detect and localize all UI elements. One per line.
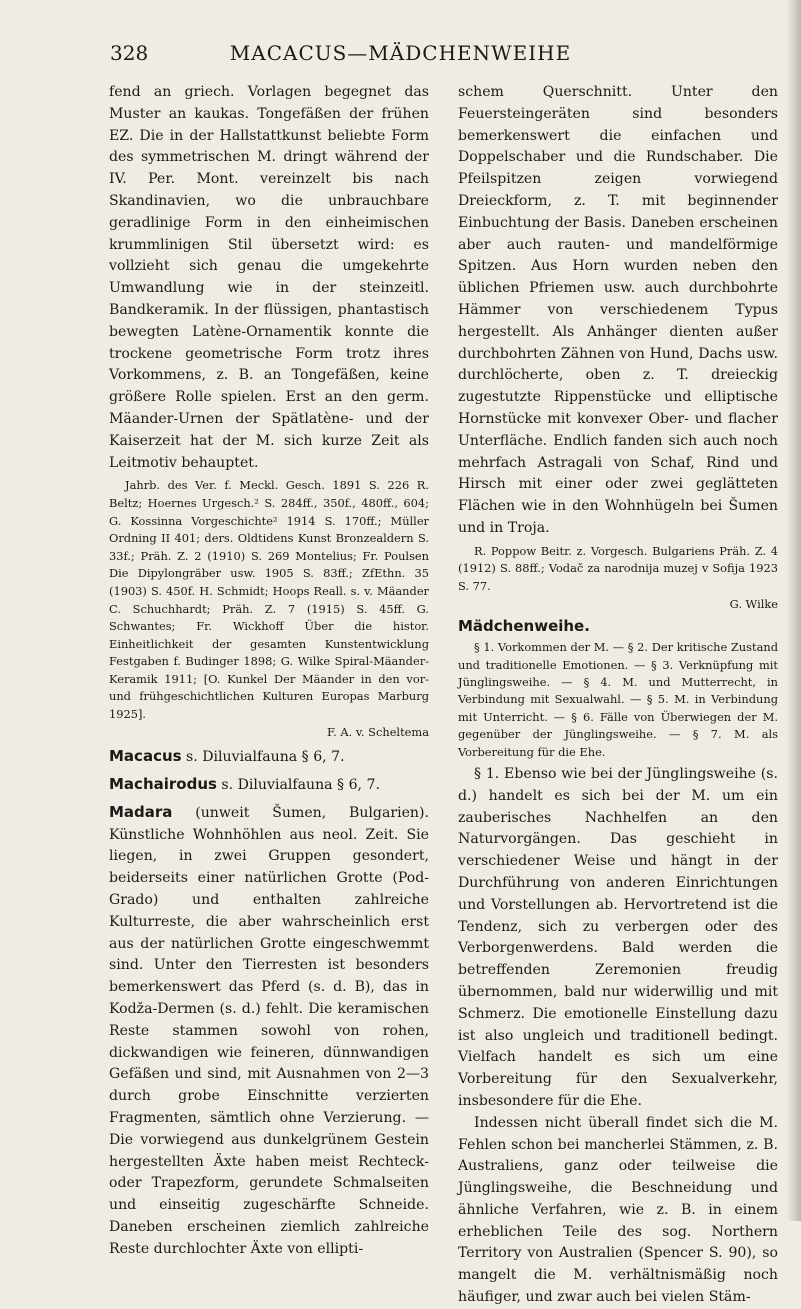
entry-madara xyxy=(109,802,429,1261)
madara-text-continued: schem Querschnitt. Unter den Feuersteingeräten sind besonders bemerkenswert die einfachen und Doppelschaber und die Rundschaber. Die Pfeilspitzen zeigen vorwiegend Dreieckform, z. T. mit beginnender Einbuchtung der Basis. Daneben erscheinen aber auch rauten- und mandelförmige Spitzen. Aus Horn wurden neben den üblichen Pfriemen usw. auch durchbohrte Hämmer von verschiedenem Typus hergestellt. Als Anhänger dienten außer durchbohrten Zähnen von Hund, Dachs usw. durchlöcherte, oben z. T. dreieckig zugestutzte Rippenstücke und elliptische Hornstücke mit konvexer Ober- und flacher Unterfläche. Endlich fanden sich auch noch mehrfach Astragali von Schaf, Rind und Hirsch mit einer oder zwei geglätteten Flächen wie in den Wohnhügeln bei Šumen und in Troja. xyxy=(458,84,778,536)
maander-author-signature: F. A. v. Scheltema xyxy=(327,724,429,739)
machairodus-crossref: s. Diluvialfauna § 6, 7. xyxy=(221,777,380,794)
maander-bibliography xyxy=(109,477,429,741)
maedchenweihe-paragraph-2: Indessen nicht überall findet sich die M. Fehlen schon bei mancherlei Stämmen, z. B. Australiens, ganz oder teilweise die Jünglingsweihe, die Beschneidung und ähnliche Verfahren, wie z. B. in einem erheblichen Teile des sog. Northern Territory von Australien (Spencer S. 90), so mangelt die M. verhältnismäßig noch häufiger, und zwar auch bei vielen Stäm- xyxy=(458,1114,778,1306)
madara-bibliography xyxy=(458,543,778,613)
right-column xyxy=(458,82,778,1309)
headword-maedchenweihe: Mädchenweihe. xyxy=(458,617,590,636)
maedchenweihe-outline: § 1. Vorkommen der M. — § 2. Der kritische Zustand und traditionelle Emotionen. — § 3. Verknüpfung mit Jünglingsweihe. — § 4. M. und Mutterrecht, in Verbindung mit Sexualwahl. — § 5. M. in Verbindung mit Unterricht. — § 6. Fälle von Überwiegen der M. gegenüber der Jünglingsweihe. — § 7. M. als Vorbereitung für die Ehe. xyxy=(458,640,778,759)
maedchenweihe-section-1: § 1. Ebenso wie bei der Jünglingsweihe (s. d.) handelt es sich bei der M. um ein zauberisches Nachhelfen an den Naturvorgängen. Das geschieht in verschiedener Weise und hängt in der Durchführung von anderen Einrichtungen und Vorstellungen ab. Hervortretend ist die Tendenz, sich zu verbergen oder des Verborgenwerdens. Bald werden die betreffenden Zeremonien freudig übernommen, bald nur widerwillig und mit Schmerz. Die emotionelle Einstellung dazu ist also ungleich und traditionell bedingt. Vielfach handelt es sich um eine Vorbereitung für den Sexualverkehr, insbesondere für die Ehe. xyxy=(458,765,778,1109)
madara-text: (unweit Šumen, Bulgarien). Künstliche Wohnhöhlen aus neol. Zeit. Sie liegen, in zwei Gruppen gesondert, beiderseits einer natürlichen Grotte (Pod-Grado) und enthalten zahlreiche Kulturreste, die aber wahrscheinlich erst aus der natürlichen Grotte eingeschwemmt sind. Unter den Tierresten ist besonders bemerkenswert das Pferd (s. d. B), das in Kodža-Dermen (s. d.) fehlt. Die keramischen Reste stammen sowohl von rohen, dickwandigen wie feineren, dünnwandigen Gefäßen und sind, mit Ausnahmen von 2—3 durch grobe Einschnitte verzierten Fragmenten, sämtlich ohne Verzierung. — Die vorwiegend aus dunkelgrünem Gestein hergestellten Äxte haben meist Rechteck- oder Trapezform, gerundete Schmalseiten und einseitig zugeschärfte Schneide. Daneben erscheinen ziemlich zahlreiche Reste durchlochter Äxte von ellipti- xyxy=(109,804,429,1257)
madara-author-signature: G. Wilke xyxy=(729,596,778,611)
entry-machairodus xyxy=(109,774,429,797)
headword-machairodus: Machairodus xyxy=(109,775,217,794)
page-edge-shadow xyxy=(787,0,801,1221)
page-number: 328 xyxy=(110,41,149,65)
running-head: MACACUS—MÄDCHENWEIHE xyxy=(229,41,572,65)
headword-macacus: Macacus xyxy=(109,747,182,766)
madara-bibliography-text: R. Poppow Beitr. z. Vorgesch. Bulgariens Präh. Z. 4 (1912) S. 88ff.; Vodač za narodnija muzej v Sofija 1923 S. 77. xyxy=(458,543,778,593)
entry-macacus xyxy=(109,746,429,769)
maander-text-end: fend an griech. Vorlagen begegnet das Muster an kaukas. Tongefäßen der frühen EZ. Die in der Hallstattkunst beliebte Form des symmetrischen M. dringt während der IV. Per. Mont. vereinzelt bis nach Skandinavien, wo die unbrauchbare geradlinige Form in den einheimischen krummlinigen Stil übersetzt wird: es vollzieht sich genau die umgekehrte Umwandlung wie in der steinzeitl. Bandkeramik. In der flüssigen, phantastisch bewegten Latène-Ornamentik konnte die trockene geometrische Form trotz ihres Vorkommens, z. B. an Tongefäßen, keine größere Rolle spielen. Erst an den germ. Mäander-Urnen der Spätlatène- und der Kaiserzeit hat der M. sich kurze Zeit als Leitmotiv behauptet. xyxy=(109,84,429,471)
macacus-crossref: s. Diluvialfauna § 6, 7. xyxy=(186,749,345,766)
left-column xyxy=(109,82,429,1261)
maander-bibliography-text: Jahrb. des Ver. f. Meckl. Gesch. 1891 S. 226 R. Beltz; Hoernes Urgesch.² S. 284ff., 350f., 480ff., 604; G. Kossinna Vorgeschichte² 1914 S. 170ff.; Müller Ordning II 401; ders. Oldtidens Kunst Bronzealdern S. 33f.; Präh. Z. 2 (1910) S. 269 Montelius; Fr. Poulsen Die Dipylongräber usw. 1905 S. 83ff.; ZfEthn. 35 (1903) S. 450f. H. Schmidt; Hoops Reall. s. v. Mäander C. Schuchhardt; Präh. Z. 7 (1915) S. 45ff. G. Schwantes; Fr. Wickhoff Über die histor. Einheitlichkeit der gesamten Kunstentwicklung Festgaben f. Budinger 1898; G. Wilke Spiral-Mäander-Keramik 1911; [O. Kunkel Der Mäander in den vor- und frühgeschichtlichen Kulturen Europas Marburg 1925]. xyxy=(109,478,429,722)
headword-madara: Madara xyxy=(109,802,173,821)
page-header xyxy=(0,38,801,68)
